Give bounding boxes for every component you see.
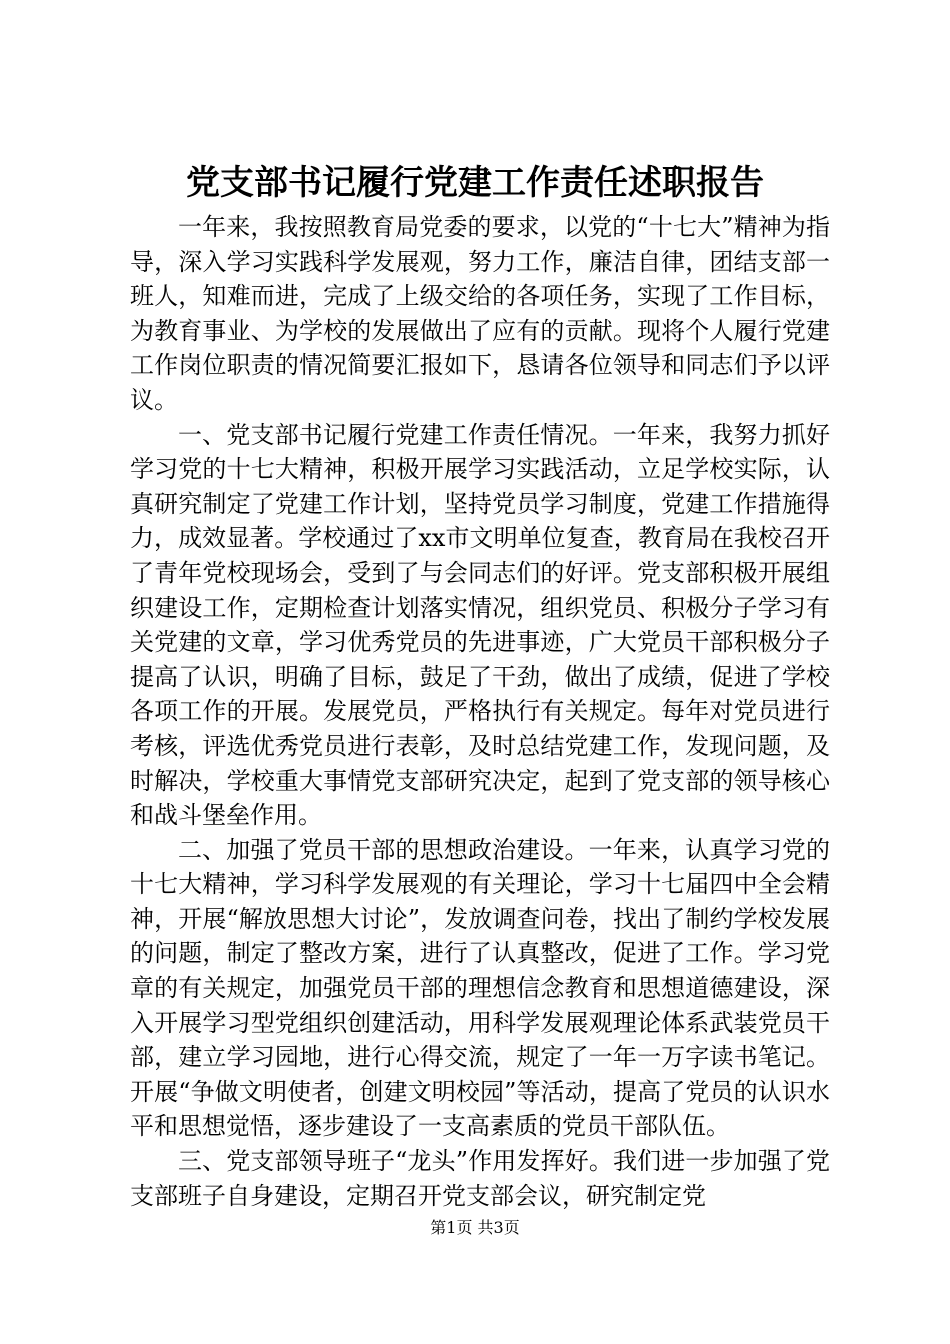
paragraph-section-3: 三、党支部领导班子“龙头”作用发挥好。我们进一步加强了党支部班子自身建设，定期召开党支部会议，研究制定党 [130, 1147, 830, 1210]
document-body [130, 210, 830, 1213]
paragraph-section-2: 二、加强了党员干部的思想政治建设。一年来，认真学习党的十七大精神，学习科学发展观的有关理论，学习十七届四中全会精神，开展“解放思想大讨论”，发放调查问卷，找出了制约学校发展的问题，制定了整改方案，进行了认真整改，促进了工作。学习党章的有关规定，加强党员干部的理想信念教育和思想道德建设，深入开展学习型党组织创建活动，用科学发展观理论体系武装党员干部，建立学习园地，进行心得交流，规定了一年一万字读书笔记。开展“争做文明使者，创建文明校园”等活动，提高了党员的认识水平和思想觉悟，逐步建设了一支高素质的党员干部队伍。 [130, 835, 830, 1141]
page-number-footer: 第1页 共3页 [430, 1218, 520, 1237]
document-title: 党支部书记履行党建工作责任述职报告 [186, 163, 764, 203]
paragraph-intro: 一年来，我按照教育局党委的要求，以党的“十七大”精神为指导，深入学习实践科学发展观，努力工作，廉洁自律，团结支部一班人，知难而进，完成了上级交给的各项任务，实现了工作目标，为教育事业、为学校的发展做出了应有的贡献。现将个人履行党建工作岗位职责的情况简要汇报如下，恳请各位领导和同志们予以评议。 [130, 213, 830, 414]
paragraph-section-1: 一、党支部书记履行党建工作责任情况。一年来，我努力抓好学习党的十七大精神，积极开展学习实践活动，立足学校实际，认真研究制定了党建工作计划，坚持党员学习制度，党建工作措施得力，成效显著。学校通过了xx市文明单位复查，教育局在我校召开了青年党校现场会，受到了与会同志们的好评。党支部积极开展组织建设工作，定期检查计划落实情况，组织党员、积极分子学习有关党建的文章，学习优秀党员的先进事迹，广大党员干部积极分子提高了认识，明确了目标，鼓足了干劲，做出了成绩，促进了学校各项工作的开展。发展党员，严格执行有关规定。每年对党员进行考核，评选优秀党员进行表彰，及时总结党建工作，发现问题，及时解决，学校重大事情党支部研究决定，起到了党支部的领导核心和战斗堡垒作用。 [130, 420, 830, 830]
